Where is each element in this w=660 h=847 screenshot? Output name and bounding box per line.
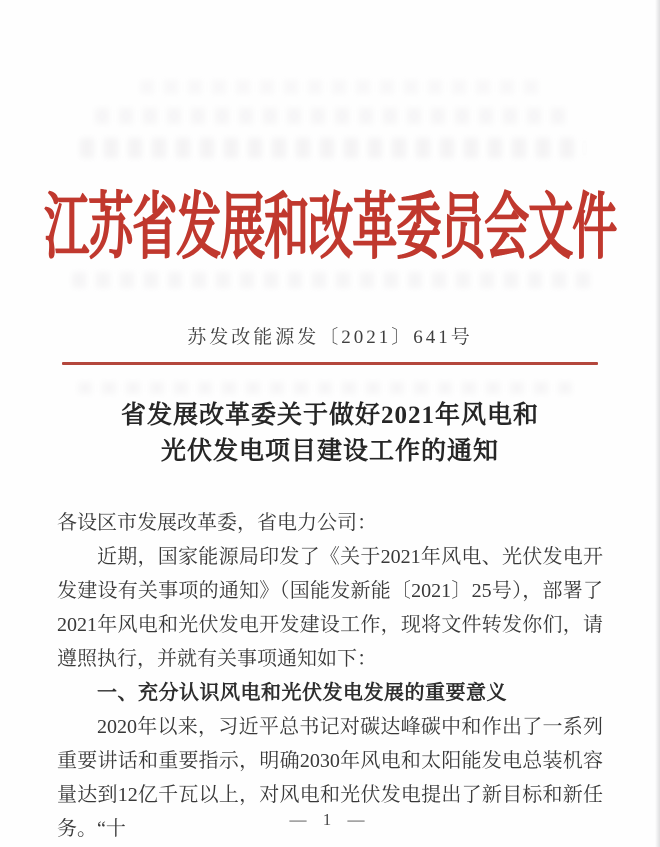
scan-bleedthrough-artifact	[140, 80, 540, 94]
scan-edge-shadow	[655, 0, 660, 847]
document-title	[40, 398, 620, 470]
masthead-container	[0, 170, 660, 270]
body-paragraph-2: 2020年以来，习近平总书记对碳达峰碳中和作出了一系列重要讲话和重要指示，明确2030年风电和太阳能发电总装机容量达到12亿千瓦以上，对风电和光伏发电提出了新目标和新任务。“十	[57, 716, 603, 840]
document-title-line2: 光伏发电项目建设工作的通知	[160, 438, 499, 465]
document-reference-number: 苏发改能源发〔2021〕641号	[187, 327, 473, 348]
section-heading-1: 一、充分认识风电和光伏发电发展的重要意义	[97, 682, 507, 704]
scan-bleedthrough-artifact	[72, 272, 592, 288]
document-title-line1: 省发展改革委关于做好2021年风电和	[120, 402, 539, 429]
red-separator-rule	[62, 362, 598, 365]
body-paragraph-1: 近期，国家能源局印发了《关于2021年风电、光伏发电开发建设有关事项的通知》（国能发新能〔2021〕25号），部署了2021年风电和光伏发电开发建设工作，现将文件转发你们，请遵照执行，并就有关事项通知如下：	[57, 546, 603, 670]
document-body	[57, 506, 603, 846]
scan-bleedthrough-artifact	[95, 108, 575, 124]
salutation-line: 各设区市发展改革委，省电力公司：	[57, 512, 377, 534]
scan-bleedthrough-artifact	[78, 382, 573, 394]
agency-masthead-title: 江苏省发展和改革委员会文件	[43, 186, 616, 268]
page-number: — 1 —	[289, 810, 371, 829]
scan-bleedthrough-artifact	[80, 138, 585, 158]
